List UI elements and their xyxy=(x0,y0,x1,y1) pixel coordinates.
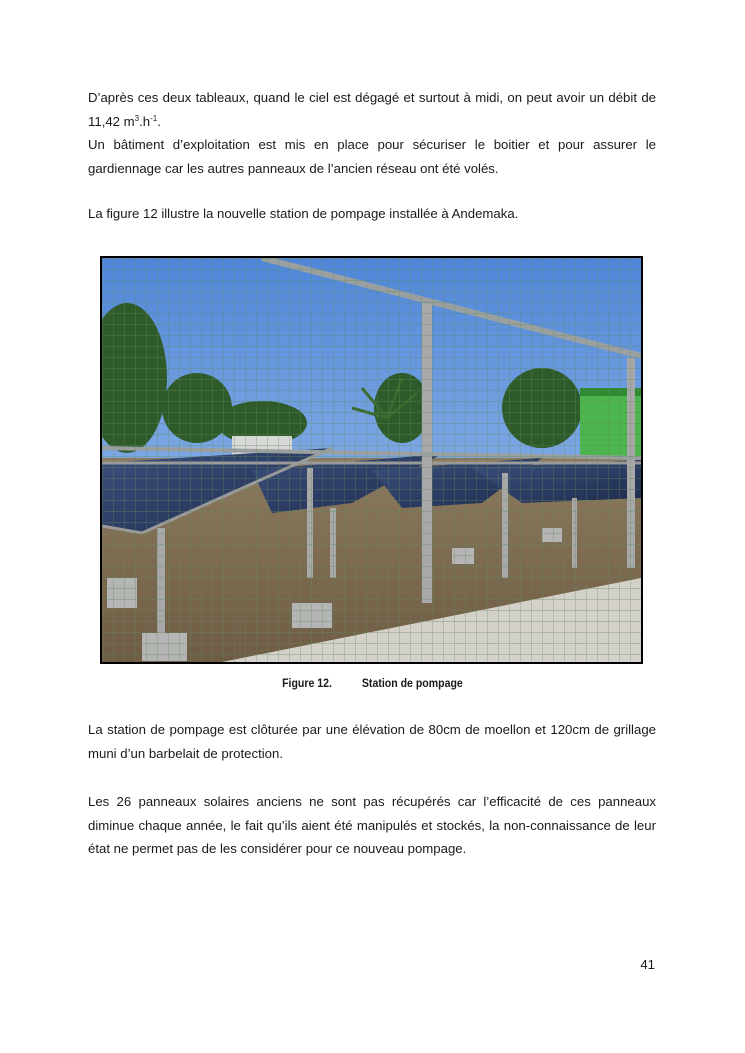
figure-label: Figure 12. xyxy=(282,676,332,690)
text-span: .h xyxy=(139,113,151,129)
superscript: 3 xyxy=(134,113,140,123)
superscript: -1 xyxy=(150,113,158,123)
photo-illustration xyxy=(102,258,641,662)
text-span: Un bâtiment d’exploitation est mis en place pour sécuriser le boitier et pour assurer le gardiennage car les autres panneaux de l’ancien réseau ont été volés. xyxy=(88,137,656,176)
text-span: D’après ces deux tableaux, quand le ciel est dégagé et surtout à midi, on peut avoir un débit de 11,42 m xyxy=(88,90,656,129)
text-span: . xyxy=(157,113,161,129)
figure-title: Station de pompage xyxy=(361,676,463,690)
paragraph-old-panels: Les 26 panneaux solaires anciens ne sont pas récupérés car l’efficacité de ces panneaux diminue chaque année, le fait qu’ils aient été manipulés et stockés, la non-connaissance de leur état ne permet pas de les considérer pour ce nouveau pompage. xyxy=(88,794,656,856)
page-number: 41 xyxy=(640,957,655,972)
paragraph-fence: La station de pompage est clôturée par une élévation de 80cm de moellon et 120cm de grillage muni d’un barbelait de protection. xyxy=(88,722,656,761)
figure-photo-pumping-station xyxy=(100,256,643,664)
figure-caption xyxy=(45,676,701,690)
paragraph-flow-rate xyxy=(88,86,656,180)
paragraph-figure-intro: La figure 12 illustre la nouvelle station de pompage installée à Andemaka. xyxy=(88,206,519,221)
